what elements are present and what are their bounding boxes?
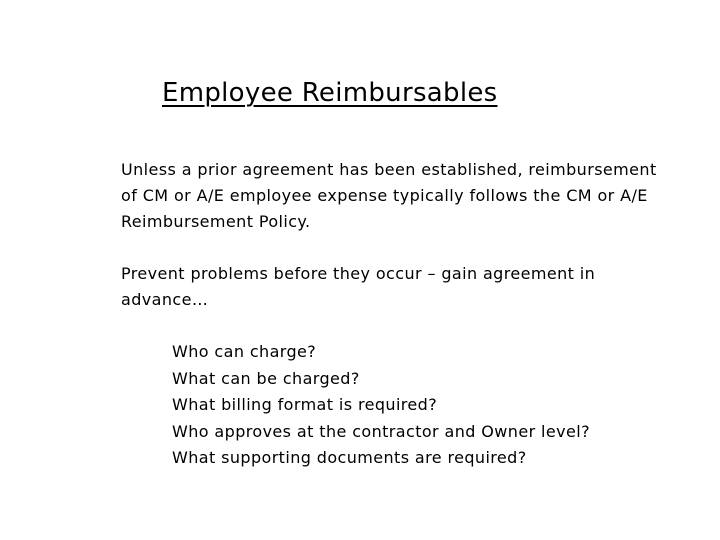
question-item: What supporting documents are required? bbox=[172, 448, 527, 467]
question-list bbox=[172, 339, 590, 472]
question-item: What billing format is required? bbox=[172, 395, 438, 414]
question-item: Who approves at the contractor and Owner level? bbox=[172, 421, 590, 441]
paragraph-prevent-problems: Prevent problems before they occur – gain agreement in advance… bbox=[121, 264, 596, 309]
question-item: What can be charged? bbox=[172, 368, 360, 388]
paragraph-reimbursement-policy: Unless a prior agreement has been established, reimbursement of CM or A/E employee expense typically follows the CM or A/E Reimbursement Policy. bbox=[121, 160, 657, 231]
question-item: Who can charge? bbox=[172, 342, 317, 361]
slide-title: Employee Reimbursables bbox=[162, 78, 498, 108]
